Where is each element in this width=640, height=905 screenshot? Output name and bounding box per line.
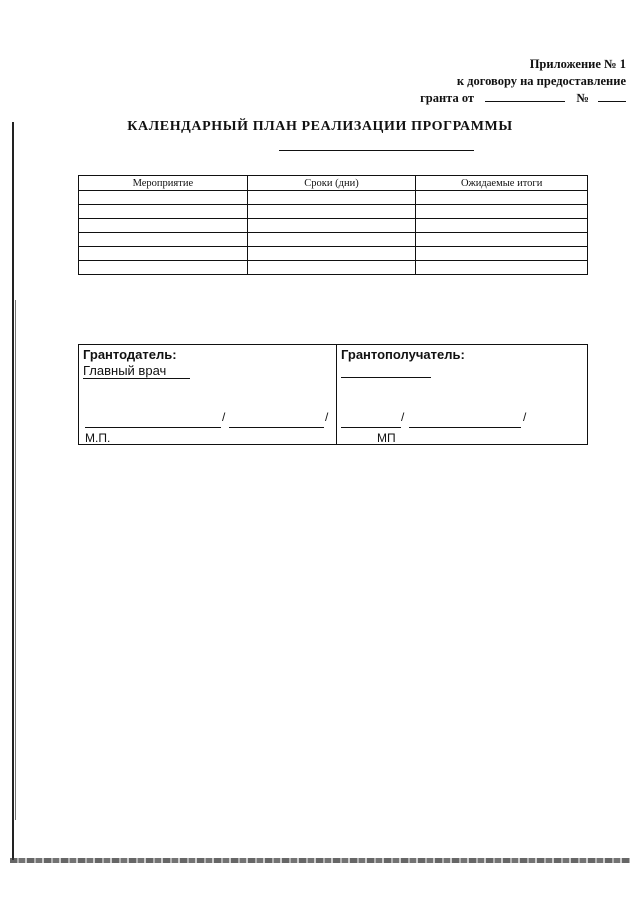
grant-number-blank (598, 90, 626, 102)
grantor-slash-end: / (325, 410, 329, 424)
table-row (79, 233, 588, 247)
grant-date-blank (485, 90, 565, 102)
grantor-signature-block (79, 345, 336, 444)
grantee-slash: / (401, 410, 405, 424)
column-header-activity: Мероприятие (79, 176, 248, 191)
calendar-plan-table (78, 175, 588, 275)
grant-date-line (420, 90, 626, 107)
scan-edge-left (12, 122, 14, 860)
grantor-heading: Грантодатель: (83, 347, 177, 362)
grantor-position: Главный врач (83, 363, 190, 379)
appendix-header (420, 56, 626, 107)
title-underline (279, 150, 474, 151)
grantor-seal-label: М.П. (85, 431, 111, 445)
table-row (79, 219, 588, 233)
column-header-expected-results: Ожидаемые итоги (416, 176, 588, 191)
grantee-heading: Грантополучатель: (341, 347, 465, 362)
table-header-row (79, 176, 588, 191)
appendix-number: Приложение № 1 (529, 57, 626, 71)
grant-from-label: гранта от (420, 91, 475, 105)
grantor-name-line (229, 427, 324, 428)
table-row (79, 205, 588, 219)
number-sign: № (576, 91, 589, 105)
table-row (79, 261, 588, 275)
contract-reference: к договору на предоставление (456, 74, 626, 88)
table-row (79, 247, 588, 261)
document-title: КАЛЕНДАРНЫЙ ПЛАН РЕАЛИЗАЦИИ ПРОГРАММЫ (127, 119, 513, 134)
grantee-slash-end: / (523, 410, 527, 424)
grantor-slash: / (222, 410, 226, 424)
scan-edge-left-shadow (15, 300, 16, 820)
grantee-name-line (409, 427, 521, 428)
scan-edge-bottom (10, 858, 630, 863)
grantee-signature-block (336, 345, 588, 444)
grantee-seal-label: МП (377, 431, 396, 445)
table-row (79, 191, 588, 205)
signature-box (78, 344, 588, 445)
grantee-position-line (341, 377, 431, 378)
grantee-signature-line (341, 427, 401, 428)
grantor-signature-line (85, 427, 221, 428)
column-header-duration: Сроки (дни) (247, 176, 416, 191)
